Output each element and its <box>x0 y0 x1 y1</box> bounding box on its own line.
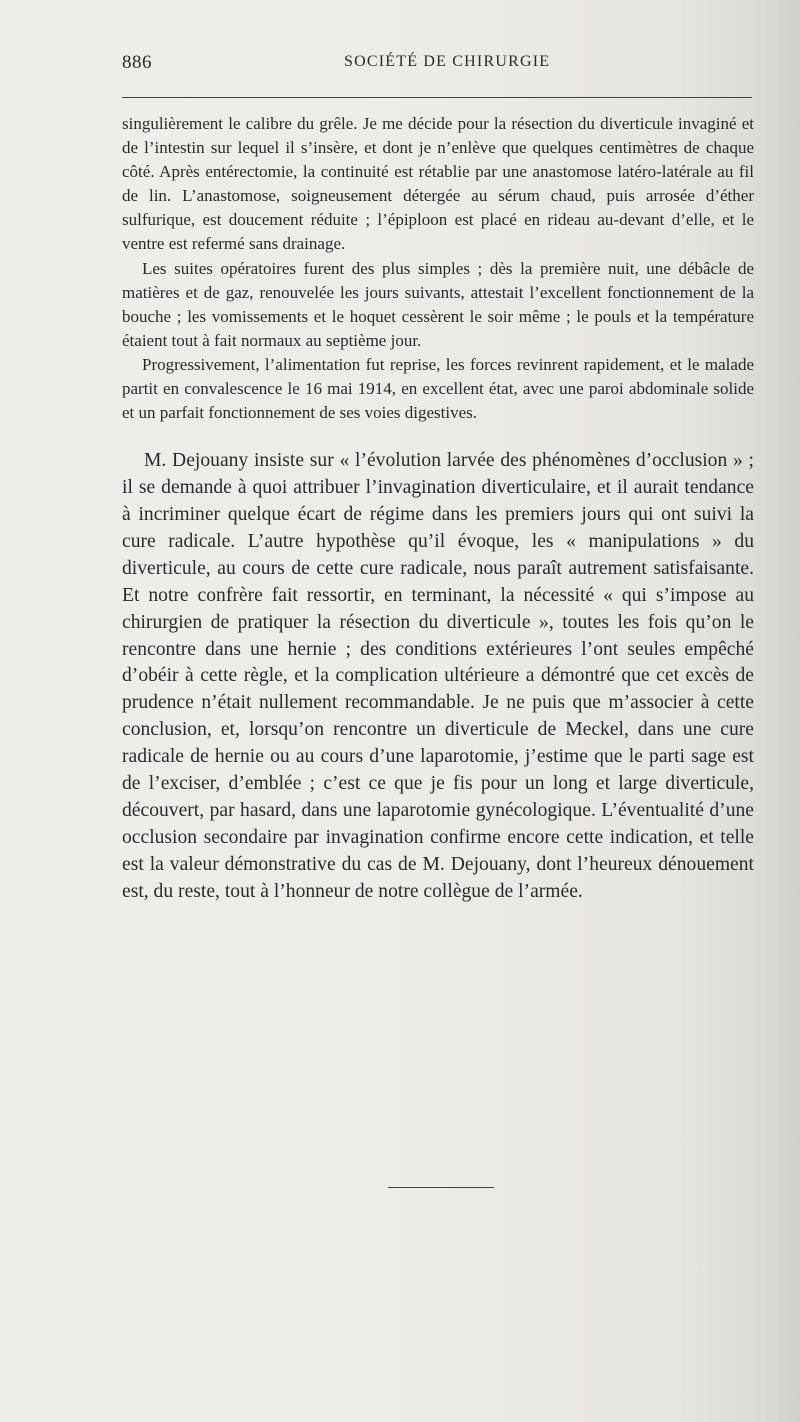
paragraph-recovery: Progressivement, l’alimentation fut reprise, les forces revinrent rapidement, et le malade partit en convalescence le 16 mai 1914, en excellent état, avec une paroi abdominale solide et un parfait fonctionnement de ses voies digestives. <box>122 354 754 423</box>
page-number: 886 <box>122 52 152 73</box>
closing-rule <box>388 1187 494 1188</box>
running-title: SOCIÉTÉ DE CHIRURGIE <box>344 53 551 70</box>
page-header <box>122 52 752 76</box>
paragraph-operation: singulièrement le calibre du grêle. Je me décide pour la résection du diverticule invaginé et de l’intestin sur lequel il s’insère, et dont je n’enlève que quelques centimètres de chaque côté. Après entérectomie, la continuité est rétablie par une anastomose latéro-latérale au fil de lin. L’anastomose, soigneusement détergée au sérum chaud, puis arrosée d’éther sulfurique, est doucement réduite ; l’épiploon est placé en rideau au-devant d’elle, et le ventre est refermé sans drainage. <box>122 114 754 254</box>
paragraph-postoperative: Les suites opératoires furent des plus simples ; dès la première nuit, une débâcle de matières et de gaz, renouvelée les jours suivants, attestait l’excellent fonctionnement de la bouche ; les vomissements et le hoquet cessèrent le soir même ; le pouls et la température étaient tout à fait normaux au septième jour. <box>122 258 754 350</box>
small-print-block <box>122 112 754 425</box>
body-text <box>122 112 754 906</box>
header-rule <box>122 97 752 98</box>
commentary-block <box>122 448 754 905</box>
paragraph-commentary: M. Dejouany insiste sur « l’évolution larvée des phénomènes d’occlusion » ; il se demande à quoi attribuer l’invagination diverticulaire, et il aurait tendance à incriminer quelque écart de régime dans les premiers jours qui ont suivi la cure radicale. L’autre hypothèse qu’il évoque, les « manipulations » du diverticule, au cours de cette cure radicale, nous paraît autrement satisfaisante. Et notre confrère fait ressortir, en terminant, la nécessité « qui s’impose au chirurgien de pratiquer la résection du diverticule », toutes les fois qu’on le rencontre dans une hernie ; des conditions extérieures l’ont seules empêché d’obéir à cette règle, et la complication ultérieure a démontré que cet excès de prudence n’était nullement recommandable. Je ne puis que m’associer à cette conclusion, et, lorsqu’on rencontre un diverticule de Meckel, dans une cure radicale de hernie ou au cours d’une laparotomie, j’estime que le parti sage est de l’exciser, d’emblée ; c’est ce que je fis pour un long et large diverticule, découvert, par hasard, dans une laparotomie gynécologique. L’éventualité d’une occlusion secondaire par invagination confirme encore cette indication, et telle est la valeur démonstrative du cas de M. Dejouany, dont l’heureux dénouement est, du reste, tout à l’honneur de notre collègue de l’armée. <box>122 450 754 902</box>
